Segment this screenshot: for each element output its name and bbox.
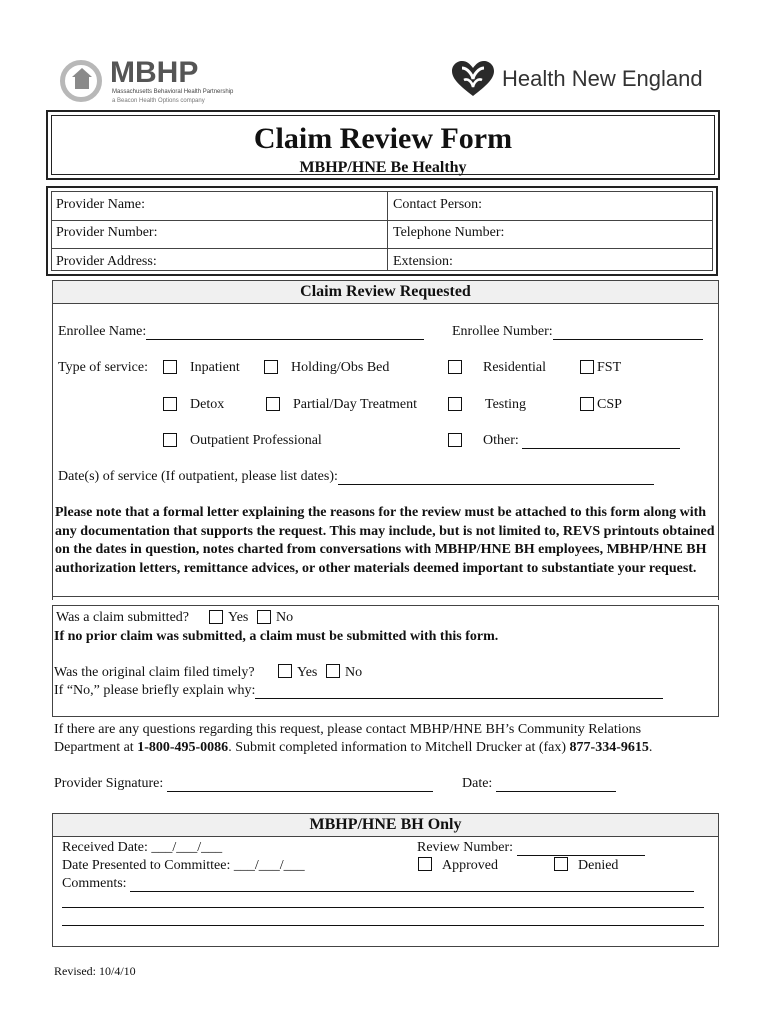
enrollee-number-input[interactable] [553, 325, 703, 340]
testing-label: Testing [485, 397, 527, 412]
enrollee-name-input[interactable] [146, 325, 424, 340]
timely-no-checkbox[interactable] [326, 664, 340, 678]
signature-date-input[interactable] [496, 777, 616, 792]
received-date-field[interactable]: Received Date: ___/___/___ [62, 840, 223, 855]
fst-checkbox[interactable] [580, 360, 594, 374]
provider-row-address [52, 249, 712, 277]
provider-info-inner [51, 191, 713, 271]
provider-signature-row [54, 776, 433, 792]
holding-obs-label: Holding/Obs Bed [291, 360, 390, 375]
provider-row-name [52, 192, 712, 221]
contact-person-field[interactable]: Contact Person: [393, 197, 483, 212]
review-number-input[interactable] [517, 841, 645, 856]
detox-checkbox[interactable] [163, 397, 177, 411]
explain-label: If “No,” please briefly explain why: [54, 683, 256, 698]
comments-input-line-1[interactable] [130, 877, 694, 892]
outpatient-checkbox[interactable] [163, 433, 177, 447]
comments-input-line-2[interactable] [62, 907, 704, 908]
mbhp-company-line: a Beacon Health Options company [112, 98, 205, 104]
explain-input[interactable] [255, 684, 663, 699]
explain-row [54, 683, 663, 699]
denied-label: Denied [578, 858, 619, 873]
title-box-inner [51, 115, 715, 175]
internal-use-header [53, 814, 718, 837]
date-presented-field[interactable]: Date Presented to Committee: ___/___/___ [62, 858, 305, 873]
csp-label: CSP [597, 397, 622, 412]
signature-date-row [462, 776, 616, 792]
contact-text-c: . [648, 740, 653, 755]
enrollee-name-row [58, 324, 424, 340]
detox-label: Detox [190, 397, 225, 412]
inpatient-checkbox[interactable] [163, 360, 177, 374]
page-subtitle: MBHP/HNE Be Healthy [299, 159, 467, 176]
enrollee-number-label: Enrollee Number: [452, 324, 553, 339]
comments-row [62, 876, 694, 892]
provider-signature-input[interactable] [167, 777, 433, 792]
contact-line-2 [54, 740, 652, 756]
contact-text-b: . Submit completed information to Mitchell Drucker at (fax) [228, 740, 570, 755]
outpatient-label: Outpatient Professional [190, 433, 322, 448]
dates-of-service-row [58, 469, 654, 485]
mbhp-wordmark: MBHP [110, 56, 199, 89]
other-checkbox[interactable] [448, 433, 462, 447]
section-bottom-border [52, 596, 719, 597]
dates-of-service-input[interactable] [338, 470, 654, 485]
internal-use-title: MBHP/HNE BH Only [309, 816, 462, 833]
residential-label: Residential [483, 360, 546, 375]
testing-checkbox[interactable] [448, 397, 462, 411]
mbhp-logo [60, 58, 240, 108]
contact-line-1: If there are any questions regarding this request, please contact MBHP/HNE BH’s Community Relations [54, 722, 642, 737]
revised-date: Revised: 10/4/10 [54, 964, 136, 978]
hne-wordmark: Health New England [502, 66, 703, 91]
claim-submitted-row [56, 610, 189, 626]
mbhp-roof-icon [72, 68, 92, 77]
mbhp-house-icon [75, 77, 89, 89]
provider-row-number [52, 220, 712, 249]
telephone-number-field[interactable]: Telephone Number: [393, 225, 505, 240]
approved-checkbox[interactable] [418, 857, 432, 871]
timely-yes-label: Yes [297, 665, 318, 680]
approved-label: Approved [442, 858, 498, 873]
contact-fax: 877-334-9615 [569, 740, 649, 755]
claim-submitted-no-checkbox[interactable] [257, 610, 271, 624]
claim-review-requested-title: Claim Review Requested [300, 283, 471, 300]
partial-day-label: Partial/Day Treatment [293, 397, 418, 412]
comments-input-line-3[interactable] [62, 925, 704, 926]
contact-text-a: Department at [54, 740, 138, 755]
review-number-row [417, 840, 645, 856]
partial-day-checkbox[interactable] [266, 397, 280, 411]
signature-date-label: Date: [462, 776, 493, 791]
page-title: Claim Review Form [253, 122, 513, 155]
documentation-notice: Please note that a formal letter explaining the reasons for the review must be attached to this form along with any documentation that supports the request. This may include, but is not limited to, REVS printouts obtained on the dates in question, notes charted from conversations with MBHP/HNE BH employees, MBHP/HNE BH authorization letters, remittance advices, or other materials deemed important to substantiate your request. [55, 505, 715, 576]
claim-submitted-no-label: No [276, 610, 294, 625]
other-label: Other: [483, 433, 519, 448]
review-number-label: Review Number: [417, 840, 514, 855]
denied-checkbox[interactable] [554, 857, 568, 871]
section-left-border [52, 304, 53, 600]
hne-logo [450, 60, 710, 100]
timely-no-label: No [345, 665, 363, 680]
inpatient-label: Inpatient [190, 360, 240, 375]
comments-label: Comments: [62, 876, 127, 891]
extension-field[interactable]: Extension: [393, 254, 453, 269]
contact-phone: 1-800-495-0086 [137, 740, 229, 755]
other-input[interactable] [522, 434, 680, 449]
claim-submitted-question: Was a claim submitted? [56, 610, 189, 625]
timely-yes-checkbox[interactable] [278, 664, 292, 678]
mbhp-tagline: Massachusetts Behavioral Health Partnership [112, 89, 234, 95]
enrollee-number-row [452, 324, 703, 340]
title-box [46, 110, 720, 180]
enrollee-name-label: Enrollee Name: [58, 324, 147, 339]
provider-signature-label: Provider Signature: [54, 776, 164, 791]
claim-review-requested-header [52, 280, 719, 304]
claim-submitted-yes-checkbox[interactable] [209, 610, 223, 624]
claim-submitted-yes-label: Yes [228, 610, 249, 625]
type-of-service-label: Type of service: [58, 360, 148, 375]
dates-of-service-label: Date(s) of service (If outpatient, please list dates): [58, 469, 338, 484]
residential-checkbox[interactable] [448, 360, 462, 374]
provider-name-field[interactable]: Provider Name: [56, 197, 146, 212]
other-row [483, 433, 680, 449]
hne-heart-icon [450, 60, 496, 98]
no-prior-claim-note: If no prior claim was submitted, a claim must be submitted with this form. [54, 629, 499, 644]
csp-checkbox[interactable] [580, 397, 594, 411]
holding-obs-checkbox[interactable] [264, 360, 278, 374]
provider-number-field[interactable]: Provider Number: [56, 225, 158, 240]
fst-label: FST [597, 360, 622, 375]
provider-address-field[interactable]: Provider Address: [56, 254, 157, 269]
provider-info-table [46, 186, 718, 276]
timely-question: Was the original claim filed timely? [54, 665, 255, 680]
